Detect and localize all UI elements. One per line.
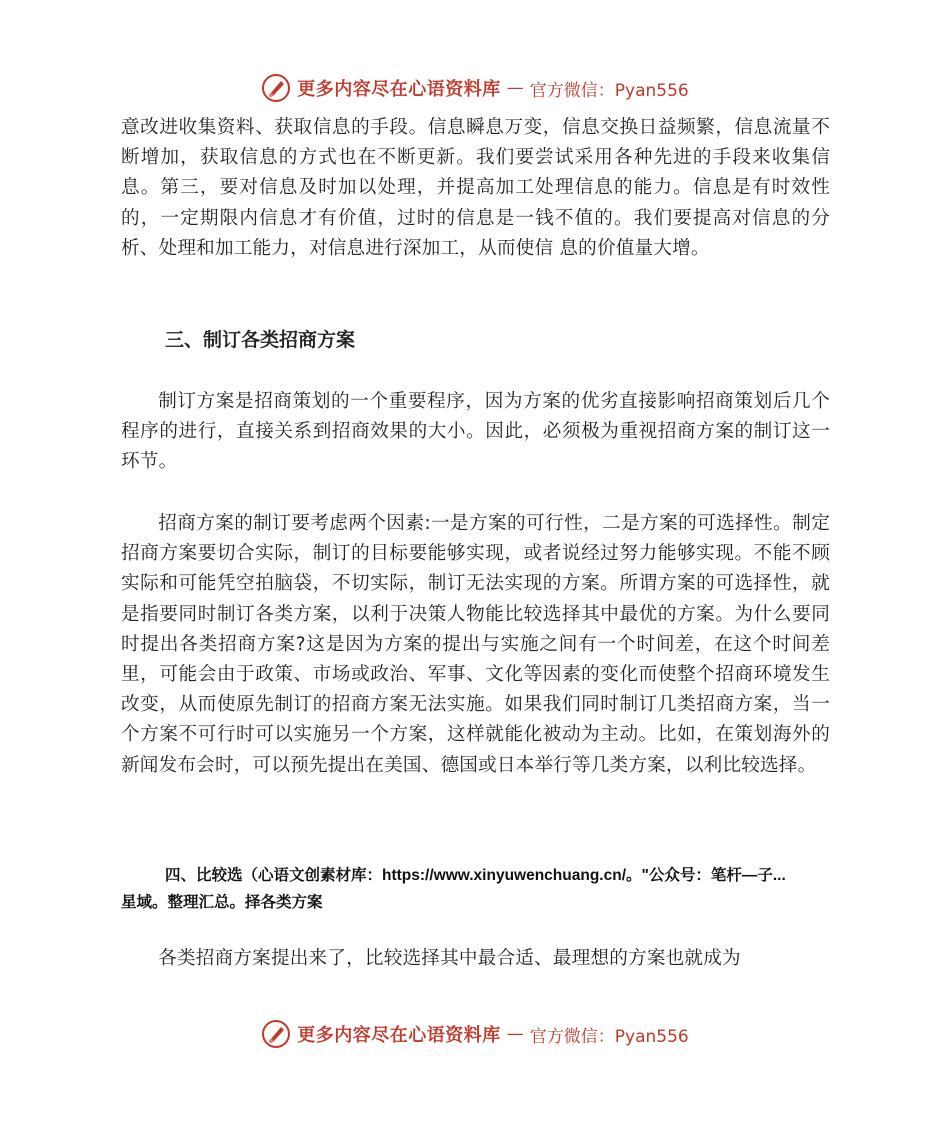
- pen-logo-icon: [261, 73, 291, 103]
- header-banner-wechat: 官方微信：Pyan556: [529, 80, 689, 101]
- header-banner: [0, 68, 950, 108]
- section-heading-4: [121, 862, 830, 916]
- paragraph-intro: 意改进收集资料、获取信息的手段。信息瞬息万变，信息交换日益频繁，信息流量不断增加，获取信息的方式也在不断更新。我们要尝试采用各种先进的手段来收集信息。第三，要对信息及时加以处理，并提高加工处理信息的能力。信息是有时效性的，一定期限内信息才有价值，过时的信息是一钱不值的。我们要提高对信息的分析、处理和加工能力，对信息进行深加工，从而使信 息的价值量大增。: [121, 117, 830, 259]
- header-banner-separator: —: [506, 78, 524, 98]
- section-heading-3: 三、制订各类招商方案: [165, 329, 356, 351]
- section-heading-4-line2: 星域。整理汇总。择各类方案: [121, 894, 323, 911]
- section-heading-4-line1: 四、比较选（心语文创素材库：https://www.xinyuwenchuang.cn/。"公众号：笔杆—子...: [165, 867, 786, 884]
- footer-banner-wechat: 官方微信：Pyan556: [529, 1026, 689, 1047]
- paragraph-plan-factors: 招商方案的制订要考虑两个因素:一是方案的可行性，二是方案的可选择性。制定招商方案要切合实际，制订的目标要能够实现，或者说经过努力能够实现。不能不顾实际和可能凭空拍脑袋，不切实际，制订无法实现的方案。所谓方案的可选择性，就是指要同时制订各类方案，以利于决策人物能比较选择其中最优的方案。为什么要同时提出各类招商方案?这是因为方案的提出与实施之间有一个时间差，在这个时间差里，可能会由于政策、市场或政治、军事、文化等因素的变化而使整个招商环境发生改变，从而使原先制订的招商方案无法实施。如果我们同时制订几类招商方案，当一个方案不可行时可以实施另一个方案，这样就能化被动为主动。比如，在策划海外的新闻发布会时，可以预先提出在美国、德国或日本举行等几类方案，以利比较选择。: [121, 513, 830, 776]
- footer-banner-separator: —: [506, 1024, 524, 1044]
- paragraph-compare-select: 各类招商方案提出来了，比较选择其中最合适、最理想的方案也就成为: [158, 948, 741, 969]
- header-banner-text: 更多内容尽在心语资料库: [297, 79, 501, 100]
- footer-banner-text: 更多内容尽在心语资料库: [297, 1025, 501, 1046]
- pen-logo-icon: [261, 1019, 291, 1049]
- footer-banner: [0, 1014, 950, 1054]
- paragraph-plan-importance: 制订方案是招商策划的一个重要程序，因为方案的优劣直接影响招商策划后几个程序的进行，直接关系到招商效果的大小。因此，必须极为重视招商方案的制订这一环节。: [121, 391, 830, 473]
